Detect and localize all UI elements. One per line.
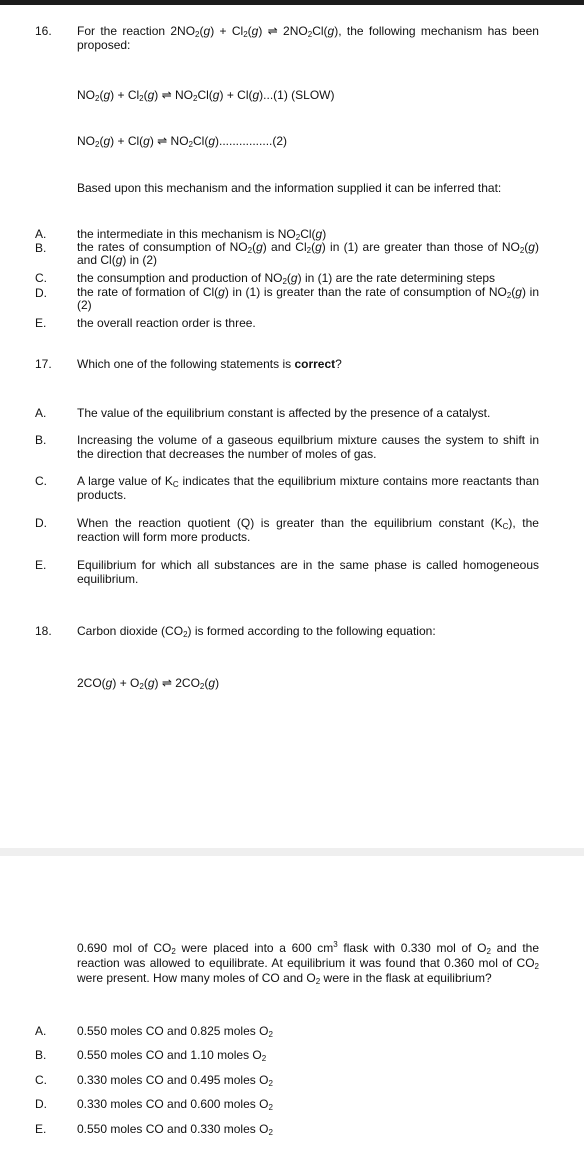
q17-option-a-letter: A.: [35, 406, 47, 420]
q18-option-e: 0.550 moles CO and 0.330 moles $O_2$: [77, 1122, 273, 1137]
q17-option-d-letter: D.: [35, 516, 47, 530]
q18-option-d-letter: D.: [35, 1097, 47, 1111]
q16-number: 16.: [35, 24, 52, 38]
q18-option-b: 0.550 moles CO and 1.10 moles $O_2$: [77, 1048, 267, 1063]
q16-prompt: Based upon this mechanism and the information supplied it can be inferred that:: [77, 181, 502, 195]
q17-option-e: Equilibrium for which all substances are in the same phase is called homogeneous equilibrium.: [77, 558, 539, 586]
q16-option-b: the rates of consumption of $NO_2(g)$ and $Cl_2(g)$ in (1) are greater than those of $NO_2(g)$ and Cl(g) in (2): [77, 240, 539, 267]
q17-option-b-letter: B.: [35, 433, 47, 447]
q16-option-d-letter: D.: [35, 286, 47, 300]
q16-mechanism-step-2: $NO_2(g) + Cl(g)$ ⇌ $NO_2Cl(g)................(2)$: [77, 134, 288, 149]
q18-option-a-letter: A.: [35, 1024, 47, 1038]
top-border-bar: [0, 0, 584, 5]
q16-mechanism-step-1: $NO_2(g) + Cl_2(g)$ ⇌ $NO_2Cl(g) + Cl(g)...(1)$ (SLOW): [77, 88, 335, 103]
q17-option-d: When the reaction quotient (Q) is greater than the equilibrium constant $(K_C)$, the reaction will form more products.: [77, 516, 539, 544]
q17-option-e-letter: E.: [35, 558, 47, 572]
q18-option-e-letter: E.: [35, 1122, 47, 1136]
q16-option-e: the overall reaction order is three.: [77, 316, 256, 330]
q18-option-a: 0.550 moles CO and 0.825 moles $O_2$: [77, 1024, 273, 1039]
q16-option-a: the intermediate in this mechanism is $NO_2Cl(g)$: [77, 227, 327, 242]
q18-paragraph: 0.690 mol of $CO_2$ were placed into a 600 $cm^3$ flask with 0.330 mol of $O_2$ and the reaction was allowed to equilibrate. At equilibrium it was found that 0.360 mol of $CO_2$ were present. How many moles of CO and $O_2$ were in the flask at equilibrium?: [77, 940, 539, 986]
q18-option-c-letter: C.: [35, 1073, 47, 1087]
q18-number: 18.: [35, 624, 52, 638]
page-break-gap: [0, 848, 584, 856]
q16-option-e-letter: E.: [35, 316, 47, 330]
q16-option-c-letter: C.: [35, 271, 47, 285]
q16-option-c: the consumption and production of $NO_2(g)$ in (1) are the rate determining steps: [77, 271, 496, 286]
q18-option-d: 0.330 moles CO and 0.600 moles $O_2$: [77, 1097, 273, 1112]
q18-stem: Carbon dioxide $(CO_2)$ is formed according to the following equation:: [77, 624, 436, 639]
q17-option-c-letter: C.: [35, 474, 47, 488]
q18-option-b-letter: B.: [35, 1048, 47, 1062]
q17-option-a: The value of the equilibrium constant is affected by the presence of a catalyst.: [77, 406, 491, 420]
q16-stem: For the reaction $2NO_2(g) + Cl_2(g)$ ⇌ $2NO_2Cl(g)$, the following mechanism has been proposed:: [77, 24, 539, 52]
q17-option-b: Increasing the volume of a gaseous equilbrium mixture causes the system to shift in the direction that decreases the number of moles of gas.: [77, 433, 539, 461]
q16-option-b-letter: B.: [35, 241, 47, 255]
q17-stem: Which one of the following statements is correct?: [77, 357, 342, 371]
q18-option-c: 0.330 moles CO and 0.495 moles $O_2$: [77, 1073, 273, 1088]
q16-option-a-letter: A.: [35, 227, 47, 241]
q16-option-d: the rate of formation of Cl(g) in (1) is greater than the rate of consumption of $NO_2(g)$ in (2): [77, 285, 540, 312]
q18-equation: $2CO(g) + O_2(g)$ ⇌ $2CO_2(g)$: [77, 676, 220, 691]
q17-option-c: A large value of $K_C$ indicates that the equilibrium mixture contains more reactants than products.: [77, 474, 539, 502]
q17-number: 17.: [35, 357, 52, 371]
